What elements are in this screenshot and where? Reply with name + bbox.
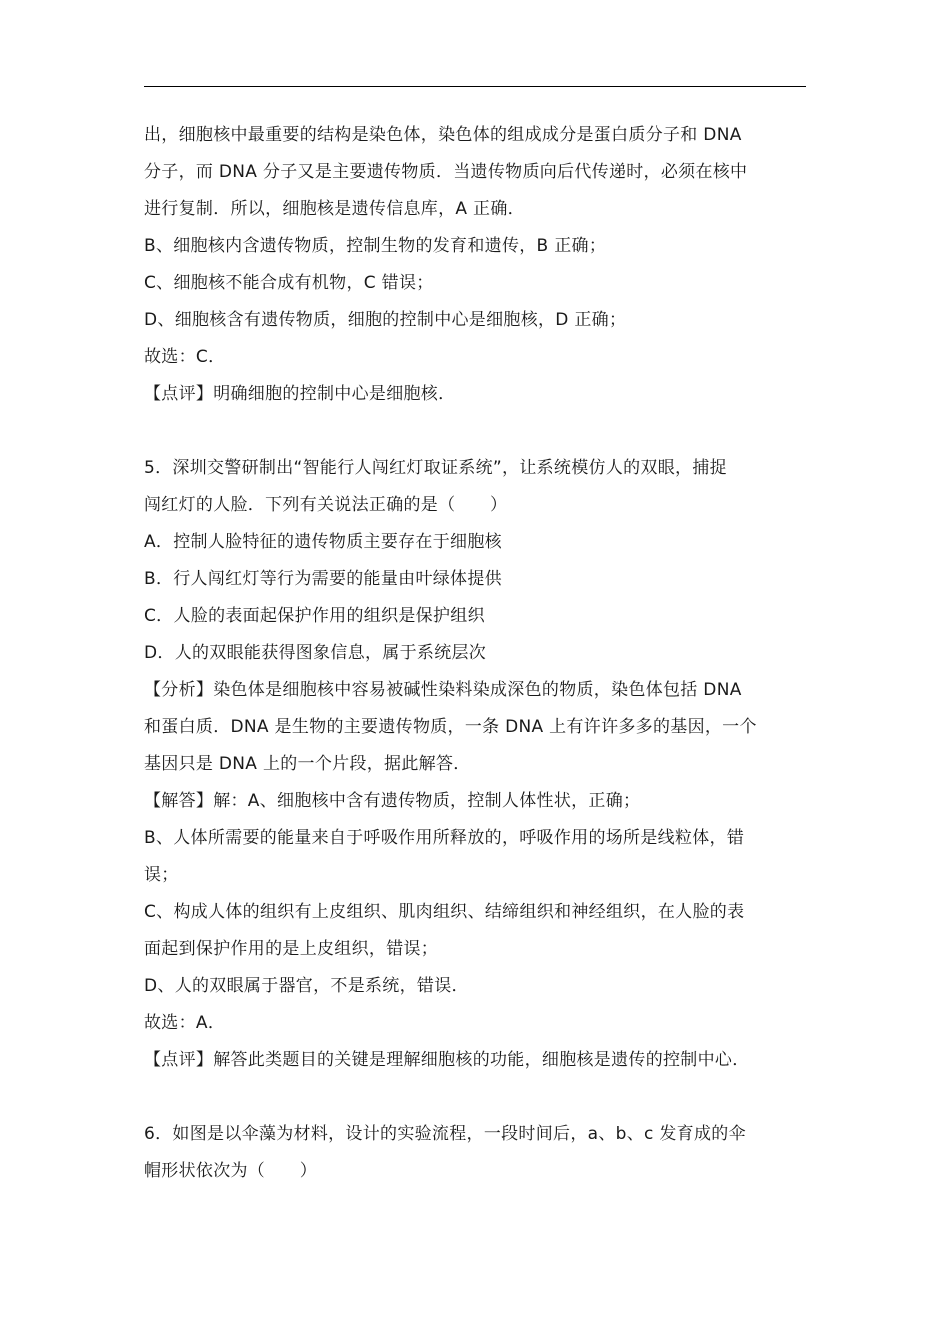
text-line: 进行复制．所以，细胞核是遗传信息库，A 正确． bbox=[144, 199, 525, 219]
analysis-line: 【分析】染色体是细胞核中容易被碱性染料染成深色的物质，染色体包括 DNA bbox=[144, 680, 742, 700]
question-stem: 帽形状依次为（ ） bbox=[144, 1161, 317, 1181]
answer-line: B、人体所需要的能量来自于呼吸作用所释放的，呼吸作用的场所是线粒体，错 bbox=[144, 828, 745, 848]
prev-answer-choice: 故选：C． bbox=[144, 347, 226, 367]
question-stem: 5．深圳交警研制出“智能行人闯红灯取证系统”，让系统模仿人的双眼，捕捉 bbox=[144, 458, 727, 478]
answer-line: C、构成人体的组织有上皮组织、肌肉组织、结缔组织和神经组织，在人脸的表 bbox=[144, 902, 745, 922]
option-a: A．控制人脸特征的遗传物质主要存在于细胞核 bbox=[144, 532, 502, 552]
option-d: D．人的双眼能获得图象信息，属于系统层次 bbox=[144, 643, 487, 663]
answer-choice: 故选：A． bbox=[144, 1013, 226, 1033]
page-content bbox=[144, 117, 810, 1190]
comment-line: 【点评】解答此类题目的关键是理解细胞核的功能，细胞核是遗传的控制中心． bbox=[144, 1050, 750, 1070]
spacer bbox=[144, 413, 810, 450]
header-rule bbox=[144, 86, 806, 87]
analysis-line: 和蛋白质．DNA 是生物的主要遗传物质，一条 DNA 上有许许多多的基因，一个 bbox=[144, 717, 757, 737]
answer-line: 误； bbox=[144, 865, 179, 885]
question-5 bbox=[144, 450, 810, 1079]
prev-answer-comment: 【点评】明确细胞的控制中心是细胞核． bbox=[144, 384, 456, 404]
question-stem: 闯红灯的人脸．下列有关说法正确的是（ ） bbox=[144, 495, 508, 515]
text-line: 分子，而 DNA 分子又是主要遗传物质．当遗传物质向后代传递时，必须在核中 bbox=[144, 162, 748, 182]
question-6 bbox=[144, 1116, 810, 1190]
answer-line: 【解答】解：A、细胞核中含有遗传物质，控制人体性状，正确； bbox=[144, 791, 641, 811]
text-line: 出，细胞核中最重要的结构是染色体，染色体的组成成分是蛋白质分子和 DNA bbox=[144, 125, 742, 145]
text-line: D、细胞核含有遗传物质，细胞的控制中心是细胞核，D 正确； bbox=[144, 310, 627, 330]
prev-answer-block bbox=[144, 117, 810, 413]
option-b: B．行人闯红灯等行为需要的能量由叶绿体提供 bbox=[144, 569, 502, 589]
text-line: C、细胞核不能合成有机物，C 错误； bbox=[144, 273, 434, 293]
spacer bbox=[144, 1079, 810, 1116]
answer-line: 面起到保护作用的是上皮组织，错误； bbox=[144, 939, 439, 959]
analysis-line: 基因只是 DNA 上的一个片段，据此解答． bbox=[144, 754, 471, 774]
question-stem: 6．如图是以伞藻为材料，设计的实验流程，一段时间后，a、b、c 发育成的伞 bbox=[144, 1124, 746, 1144]
option-c: C．人脸的表面起保护作用的组织是保护组织 bbox=[144, 606, 485, 626]
answer-line: D、人的双眼属于器官，不是系统，错误． bbox=[144, 976, 469, 996]
text-line: B、细胞核内含遗传物质，控制生物的发育和遗传，B 正确； bbox=[144, 236, 607, 256]
